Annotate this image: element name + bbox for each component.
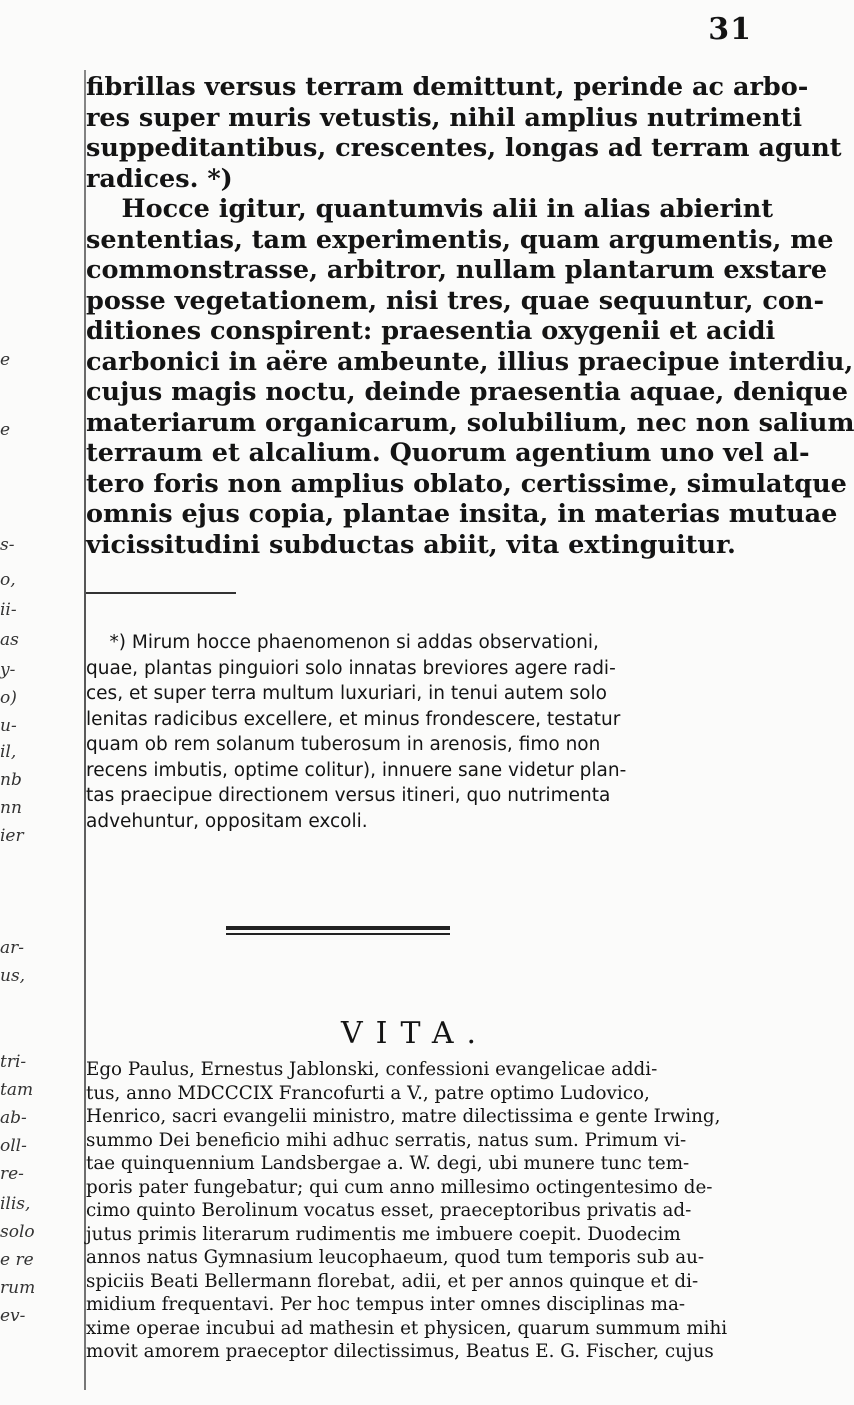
margin-fragment: us, <box>0 966 26 986</box>
vita-line: annos natus Gymnasium leucophaeum, quod tum temporis sub au- <box>86 1247 705 1268</box>
text-line: commonstrasse, arbitror, nullam plantarum exstare <box>86 255 828 285</box>
vita-heading: VITA. <box>340 1016 490 1051</box>
footnote-separator <box>86 592 236 594</box>
margin-fragment: re- <box>0 1164 24 1184</box>
margin-fragment: ier <box>0 826 24 846</box>
margin-fragment: y- <box>0 660 16 680</box>
text-line: carbonici in aëre ambeunte, illius praecipue interdiu, <box>86 346 854 377</box>
margin-fragment: ii- <box>0 600 17 620</box>
vita-line: tus, anno MDCCCIX Francofurti a V., patre optimo Ludovico, <box>86 1082 650 1104</box>
vita-line: movit amorem praeceptor dilectissimus, Beatus E. G. Fischer, cujus <box>86 1341 714 1362</box>
text-line: ditiones conspirent: praesentia oxygenii et acidi <box>86 316 776 346</box>
footnote-line: advehuntur, oppositam excoli. <box>86 810 368 832</box>
margin-fragment: o) <box>0 688 17 708</box>
margin-fragment: nn <box>0 798 22 818</box>
text-line: Hocce igitur, quantumvis alii in alias abierint <box>86 194 774 224</box>
margin-fragment: rum <box>0 1278 36 1298</box>
text-line: vicissitudini subductas abiit, vita extinguitur. <box>86 529 736 560</box>
margin-fragment: s- <box>0 535 15 555</box>
margin-fragment: solo <box>0 1222 35 1242</box>
text-line: cujus magis noctu, deinde praesentia aquae, denique <box>86 377 848 407</box>
vita-line: Henrico, sacri evangelii ministro, matre dilectissima e gente Irwing, <box>86 1106 721 1127</box>
text-line: omnis ejus copia, plantae insita, in materias mutuae <box>86 499 838 529</box>
vita-line: summo Dei beneficio mihi adhuc serratis, natus sum. Primum vi- <box>86 1129 687 1151</box>
adjacent-page-margin <box>0 0 84 1405</box>
vita-line: Ego Paulus, Ernestus Jablonski, confessioni evangelicae addi- <box>86 1059 658 1080</box>
margin-fragment: ar- <box>0 938 25 958</box>
margin-fragment: e <box>0 420 11 440</box>
vita-line: tae quinquennium Landsbergae a. W. degi, ubi munere tunc tem- <box>86 1153 690 1174</box>
margin-fragment: ev- <box>0 1306 26 1326</box>
vita-line: midium frequentavi. Per hoc tempus inter omnes disciplinas ma- <box>86 1294 686 1315</box>
text-line: radices. *) <box>86 163 233 194</box>
margin-fragment: tam <box>0 1080 34 1100</box>
margin-fragment: ilis, <box>0 1194 31 1214</box>
vita-line: xime operae incubui ad mathesin et physicen, quarum summum mihi <box>86 1317 728 1339</box>
vita-text-block <box>86 1058 786 1364</box>
margin-fragment: e <box>0 350 11 370</box>
footnote-line: *) Mirum hocce phaenomenon si addas observationi, <box>86 632 599 653</box>
margin-fragment: o, <box>0 570 16 590</box>
margin-fragment: ab- <box>0 1108 27 1128</box>
margin-fragment: nb <box>0 770 22 790</box>
footnote-line: quam ob rem solanum tuberosum in arenosis, fimo non <box>86 734 601 755</box>
text-line: tero foris non amplius oblato, certissime, simulatque <box>86 468 847 499</box>
page-number: 31 <box>708 12 752 47</box>
vita-line: poris pater fungebatur; qui cum anno millesimo octingentesimo de- <box>86 1176 713 1198</box>
margin-fragment: e re <box>0 1250 34 1270</box>
footnote-line: quae, plantas pinguiori solo innatas breviores agere radi- <box>86 657 616 679</box>
margin-fragment: as <box>0 630 19 650</box>
footnote-line: tas praecipue directionem versus itineri, quo nutrimenta <box>86 785 611 806</box>
margin-fragment: u- <box>0 716 17 736</box>
vita-line: spiciis Beati Bellermann florebat, adii, et per annos quinque et di- <box>86 1270 699 1292</box>
text-line: terraum et alcalium. Quorum agentium uno vel al- <box>86 438 810 468</box>
vita-line: jutus primis literarum rudimentis me imbuere coepit. Duodecim <box>86 1223 681 1245</box>
margin-fragment: tri- <box>0 1052 27 1072</box>
footnote-block <box>86 630 781 834</box>
footnote-line: recens imbutis, optime colitur), innuere sane videtur plan- <box>86 759 627 781</box>
margin-fragment: oll- <box>0 1136 27 1156</box>
footnote-line: lenitas radicibus excellere, et minus frondescere, testatur <box>86 708 621 730</box>
vita-line: cimo quinto Berolinum vocatus esset, praeceptoribus privatis ad- <box>86 1200 692 1221</box>
section-divider <box>226 926 450 935</box>
text-line: res super muris vetustis, nihil amplius nutrimenti <box>86 102 803 133</box>
margin-fragment: il, <box>0 742 17 762</box>
text-line: sententias, tam experimentis, quam argumentis, me <box>86 224 834 255</box>
main-text-block <box>86 72 854 560</box>
text-line: posse vegetationem, nisi tres, quae sequuntur, con- <box>86 285 825 316</box>
footnote-line: ces, et super terra multum luxuriari, in tenui autem solo <box>86 683 607 704</box>
text-line: materiarum organicarum, solubilium, nec non salium <box>86 407 854 438</box>
text-line: suppeditantibus, crescentes, longas ad terram agunt <box>86 133 842 163</box>
text-line: fibrillas versus terram demittunt, perinde ac arbo- <box>86 72 809 102</box>
